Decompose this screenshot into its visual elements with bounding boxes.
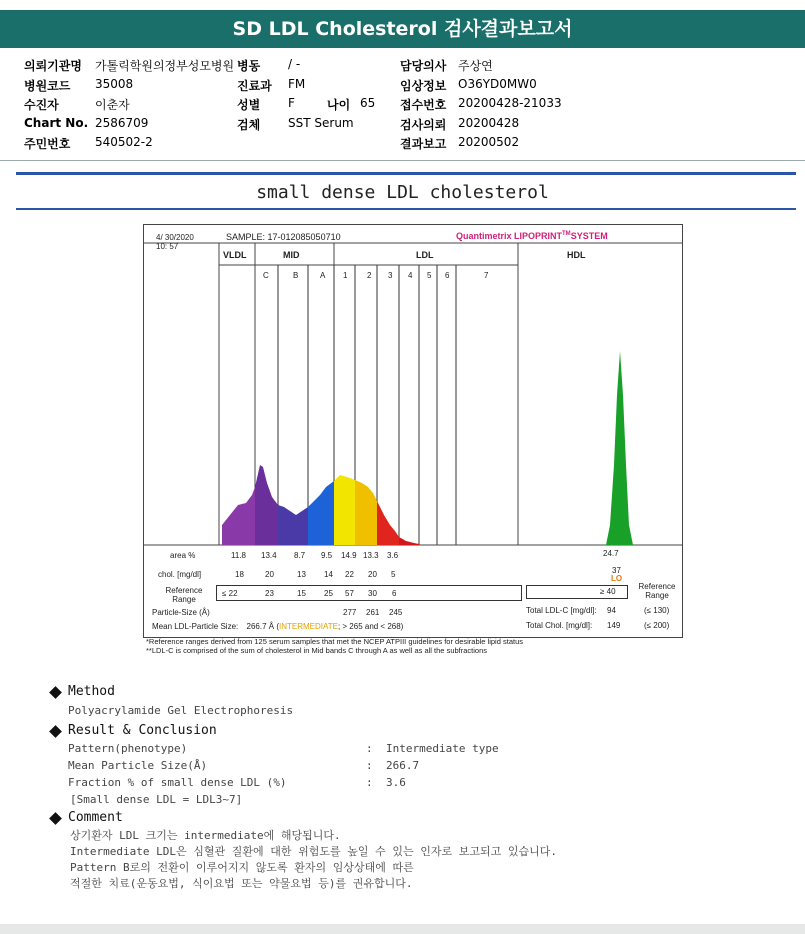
ref-right-label: Reference Range [638, 582, 676, 600]
chol-c: 20 [265, 570, 274, 579]
band-label-1: 1 [343, 271, 348, 280]
footnote-2: **LDL-C is comprised of the sum of cholesterol in Mid bands C through A as well as all the subfractions [146, 646, 488, 655]
field-value: 가톨릭학원의정부성모병원 [95, 59, 235, 73]
field-value: 20200502 [458, 135, 520, 149]
field-value: 20200428 [458, 116, 520, 130]
ref-vldl: ≤ 22 [222, 589, 238, 598]
result-sep: : [366, 776, 373, 789]
field-value: 65 [360, 96, 376, 110]
system-brand [456, 231, 608, 241]
ref-b: 15 [297, 589, 306, 598]
mean-range: ; > 265 and < 268) [337, 622, 404, 631]
field-value: / - [288, 57, 301, 71]
area-hdl: 24.7 [603, 549, 619, 558]
profile-mid-c [255, 465, 278, 545]
profile-ldl-4 [399, 537, 419, 545]
area-3: 3.6 [387, 551, 399, 560]
method-heading: Method [68, 684, 115, 699]
field-label: 접수번호 [400, 98, 447, 112]
mean-particle-line [152, 622, 403, 631]
header-divider [0, 160, 805, 161]
bullet-diamond-icon [49, 686, 62, 699]
band-header-ldl: LDL [416, 250, 434, 260]
band-header-hdl: HDL [567, 250, 586, 260]
result-fraction-value: 3.6 [386, 776, 406, 789]
ref-row-label: Reference Range [165, 586, 203, 604]
chol-b: 13 [297, 570, 306, 579]
field-label: 병원코드 [24, 79, 71, 93]
total-ldl-ref: (≤ 130) [644, 606, 670, 615]
chol-3: 5 [391, 570, 396, 579]
field-value: O36YD0MW0 [458, 77, 537, 91]
field-label: 나이 [327, 98, 351, 112]
chol-a: 14 [324, 570, 333, 579]
total-chol-value: 149 [607, 621, 621, 630]
ref-a: 25 [324, 589, 333, 598]
particle-row-label: Particle-Size (Å) [152, 608, 210, 617]
comment-line: 상기환자 LDL 크기는 intermediate에 해당됩니다. [70, 829, 341, 842]
chol-vldl: 18 [235, 570, 244, 579]
field-label: 검체 [237, 118, 261, 132]
field-label: Chart No. [24, 116, 89, 130]
brand-name: Quantimetrix LIPOPRINT [456, 231, 563, 241]
band-label-2: 2 [367, 271, 372, 280]
result-sep: : [366, 742, 373, 755]
field-label: 수진자 [24, 98, 59, 112]
bottom-strip [0, 924, 805, 934]
chol-1: 22 [345, 570, 354, 579]
mean-value: 266.7 Å [246, 622, 275, 631]
total-chol-label: Total Chol. [mg/dl]: [526, 621, 593, 630]
bullet-diamond-icon [49, 725, 62, 738]
lipoprint-chart [143, 224, 683, 638]
comment-line: Intermediate LDL은 심혈관 질환에 대한 위험도를 높일 수 있는 인자로 보고되고 있습니다. [70, 845, 557, 858]
area-c: 13.4 [261, 551, 277, 560]
field-value: 20200428-21033 [458, 96, 562, 110]
field-label: 검사의뢰 [400, 118, 447, 132]
profile-ldl-3 [377, 501, 399, 545]
band-header-vldl: VLDL [223, 250, 247, 260]
result-pattern-value: Intermediate type [386, 742, 499, 755]
area-b: 8.7 [294, 551, 306, 560]
test-title: small dense LDL cholesterol [256, 182, 549, 203]
field-value: 35008 [95, 77, 134, 91]
band-label-4: 4 [408, 271, 413, 280]
field-value: FM [288, 77, 306, 91]
band-label-7: 7 [484, 271, 489, 280]
run-time: 10: 57 [156, 242, 179, 251]
total-chol-ref: (≤ 200) [644, 621, 670, 630]
band-label-a: A [320, 271, 326, 280]
field-label: 주민번호 [24, 137, 71, 151]
hdl-low-flag: LO [611, 574, 623, 583]
area-1: 14.9 [341, 551, 357, 560]
band-label-3: 3 [388, 271, 393, 280]
particle-1: 277 [343, 608, 357, 617]
field-label: 병동 [237, 59, 261, 73]
comment-line: 적절한 치료(운동요법, 식이요법 또는 약물요법 등)를 권유합니다. [70, 877, 413, 890]
mean-class: INTERMEDIATE [278, 622, 338, 631]
field-label: 성별 [237, 98, 261, 112]
ref-hdl: ≥ 40 [600, 587, 616, 596]
brand-suffix: SYSTEM [570, 231, 608, 241]
field-value: 주상연 [458, 59, 493, 73]
field-value: SST Serum [288, 116, 354, 130]
result-size-value: 266.7 [386, 759, 420, 772]
footnote-1: *Reference ranges derived from 125 serum samples that met the NCEP ATPIII guidelines for desirable lipid status [146, 637, 523, 646]
profile-mid-b [278, 505, 308, 545]
blue-rule-bottom [16, 208, 796, 210]
band-label-5: 5 [427, 271, 432, 280]
particle-3: 245 [389, 608, 403, 617]
brand-tm: TM [562, 231, 571, 237]
band-label-c: C [263, 271, 269, 280]
comment-line: Pattern B로의 전환이 이루어지지 않도록 환자의 임상상태에 따른 [70, 861, 414, 874]
comment-heading: Comment [68, 810, 123, 825]
profile-hdl [606, 351, 633, 545]
field-label: 담당의사 [400, 59, 447, 73]
result-label: Fraction % of small dense LDL (%) [68, 776, 287, 789]
mean-paren: ( [276, 622, 279, 631]
band-header-mid: MID [283, 250, 300, 260]
result-label: Mean Particle Size(Å) [68, 759, 208, 772]
field-label: 결과보고 [400, 137, 447, 151]
field-value: 2586709 [95, 116, 149, 130]
result-footnote: [Small dense LDL = LDL3~7] [70, 793, 243, 806]
chol-row-label: chol. [mg/dl] [158, 570, 202, 579]
field-label: 의뢰기관명 [24, 59, 82, 73]
ref-1: 57 [345, 589, 354, 598]
profile-ldl-2 [355, 480, 377, 545]
band-label-6: 6 [445, 271, 450, 280]
profile-mid-a [308, 481, 334, 545]
band-label-b: B [293, 271, 299, 280]
total-ldl-label: Total LDL-C [mg/dl]: [526, 606, 597, 615]
report-title-bar: SD LDL Cholesterol 검사결과보고서 [0, 10, 805, 48]
bullet-diamond-icon [49, 812, 62, 825]
ref-3: 6 [392, 589, 397, 598]
blue-rule-top [16, 172, 796, 175]
field-value: 이춘자 [95, 98, 130, 112]
result-heading: Result & Conclusion [68, 723, 217, 738]
result-label: Pattern(phenotype) [68, 742, 188, 755]
total-ldl-value: 94 [607, 606, 616, 615]
ref-c: 23 [265, 589, 274, 598]
field-label: 진료과 [237, 79, 272, 93]
field-label: 임상정보 [400, 79, 447, 93]
profile-ldl-1 [334, 475, 355, 545]
chol-hdl: 37 [612, 566, 621, 575]
run-date: 4/ 30/2020 [156, 233, 194, 242]
field-value: F [288, 96, 295, 110]
sample-id: SAMPLE: 17-012085050710 [226, 232, 341, 242]
mean-label: Mean LDL-Particle Size: [152, 622, 239, 631]
area-vldl: 11.8 [231, 551, 246, 560]
ref-2: 30 [368, 589, 377, 598]
chol-2: 20 [368, 570, 377, 579]
area-a: 9.5 [321, 551, 333, 560]
chart-svg [144, 225, 682, 637]
area-2: 13.3 [363, 551, 379, 560]
method-text: Polyacrylamide Gel Electrophoresis [68, 704, 294, 717]
profile-vldl [222, 487, 255, 545]
field-value: 540502-2 [95, 135, 153, 149]
result-sep: : [366, 759, 373, 772]
particle-2: 261 [366, 608, 380, 617]
area-row-label: area % [170, 551, 196, 560]
